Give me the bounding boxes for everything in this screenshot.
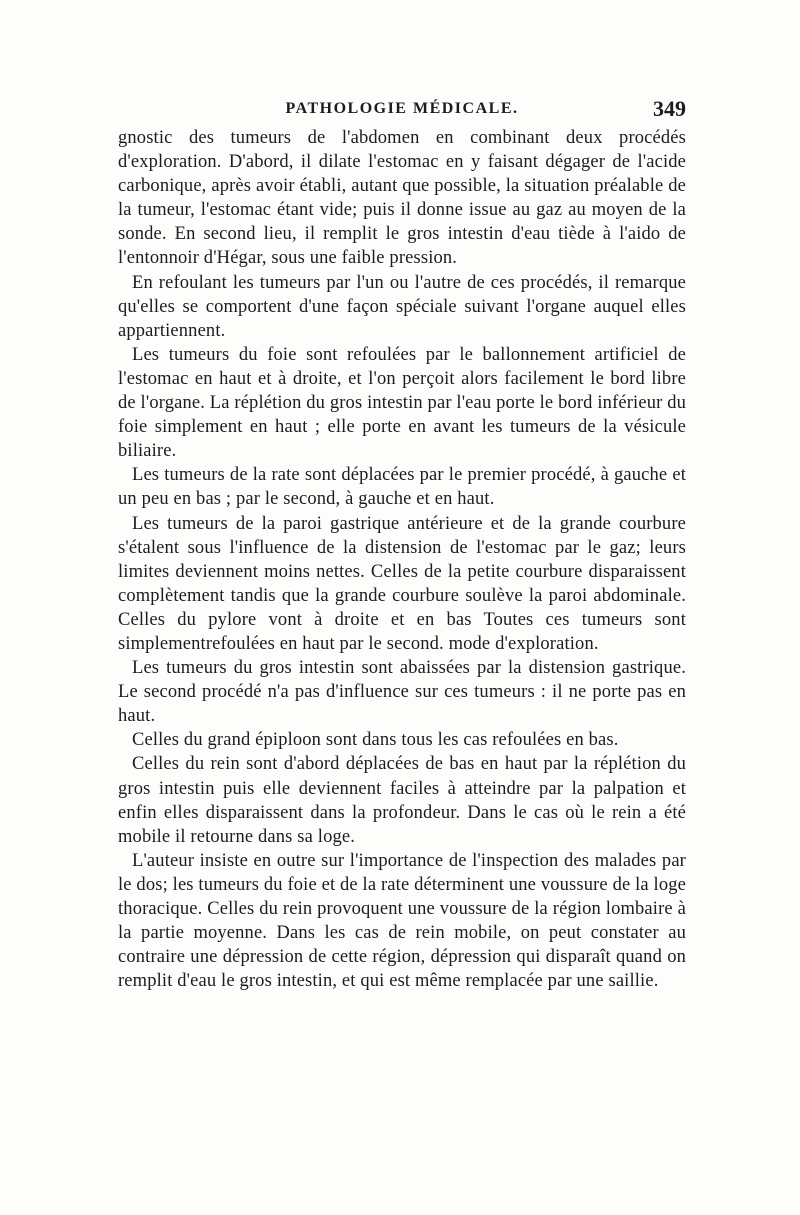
paragraph: Les tumeurs du gros intestin sont abaissées par la distension gastrique. Le second procédé n'a pas d'influence sur ces tumeurs : il ne porte pas en haut. [118,658,686,727]
paragraph: En refoulant les tumeurs par l'un ou l'autre de ces procédés, il remarque qu'elles se comportent d'une façon spéciale suivant l'organe auquel elles appartiennent. [118,272,686,341]
paragraph: L'auteur insiste en outre sur l'importance de l'inspection des malades par le dos; les tumeurs du foie et de la rate déterminent une voussure de la loge thoracique. Celles du rein provoquent une voussure de la région lombaire à la partie moyenne. Dans les cas de rein mobile, on peut constater au contraire une dépression de cette région, dépression qui disparaît quand on remplit d'eau le gros intestin, et qui est même remplacée par une saillie. [118,850,686,992]
body-text [118,126,686,993]
paragraph: Les tumeurs de la rate sont déplacées par le premier procédé, à gauche et un peu en bas ; par le second, à gauche et en haut. [118,465,686,510]
paragraph: Celles du rein sont d'abord déplacées de bas en haut par la réplétion du gros intestin puis elle deviennent faciles à atteindre par la palpation et enfin elles disparaissent dans la profondeur. Dans le cas où le rein a été mobile il retourne dans sa loge. [118,754,686,847]
page-number: 349 [653,96,686,121]
page-header [118,96,686,124]
paragraph: Les tumeurs de la paroi gastrique antérieure et de la grande courbure s'étalent sous l'influence de la distension de l'estomac par le gaz; leurs limites deviennent moins nettes. Celles de la petite courbure disparaissent complètement tandis que la grande courbure soulève la paroi abdominale. Celles du pylore vont à droite et en bas Toutes ces tumeurs sont simplementrefoulées en haut par le second. mode d'exploration. [118,513,686,654]
paragraph: Les tumeurs du foie sont refoulées par le ballonnement artificiel de l'estomac en haut et à droite, et l'on perçoit alors facilement le bord libre de l'organe. La réplétion du gros intestin par l'eau porte le bord inférieur du foie simplement en haut ; elle porte en avant les tumeurs de la vésicule biliaire. [118,344,686,462]
paragraph: gnostic des tumeurs de l'abdomen en combinant deux procédés d'exploration. D'abord, il dilate l'estomac en y faisant dégager de l'acide carbonique, après avoir établi, autant que possible, la situation préalable de la tumeur, l'estomac étant vide; puis il donne issue au gaz au moyen de la sonde. En second lieu, il remplit le gros intestin d'eau tiède à l'aido de l'entonnoir d'Hégar, sous une faible pression. [118,128,686,269]
paragraph: Celles du grand épiploon sont dans tous les cas refoulées en bas. [132,730,619,751]
running-head: PATHOLOGIE MÉDICALE. [285,100,519,117]
